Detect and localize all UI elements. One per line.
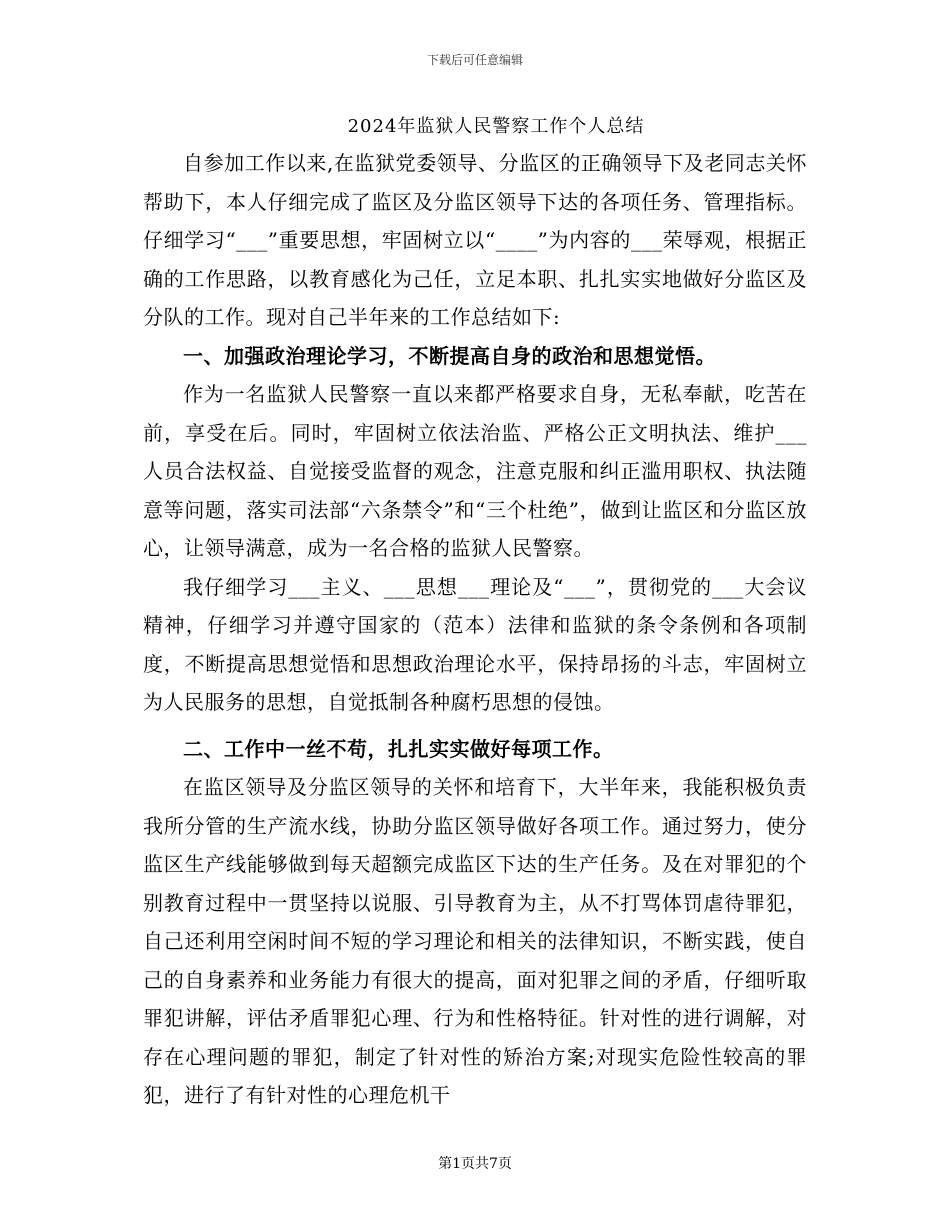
intro-paragraph: 自参加工作以来,在监狱党委领导、分监区的正确领导下及老同志关怀帮助下，本人仔细完成了监区及分监区领导下达的各项任务、管理指标。仔细学习“___”重要思想，牢固树立以“____”为内容的___荣辱观，根据正确的工作思路，以教育感化为己任，立足本职、扎扎实实地做好分监区及分队的工作。现对自己半年来的工作总结如下: [143, 151, 807, 329]
section-2-paragraph-1: 在监区领导及分监区领导的关怀和培育下，大半年来，我能积极负责我所分管的生产流水线，协助分监区领导做好各项工作。通过努力，使分监区生产线能够做到每天超额完成监区下达的生产任务。及在对罪犯的个别教育过程中一贯坚持以说服、引导教育为主，从不打骂体罚虐待罪犯，自己还利用空闲时间不短的学习理论和相关的法律知识，不断实践，使自己的自身素养和业务能力有很大的提高，面对犯罪之间的矛盾，仔细听取罪犯讲解，评估矛盾罪犯心理、行为和性格特征。针对性的进行调解，对存在心理问题的罪犯，制定了针对性的矫治方案;对现实危险性较高的罪犯，进行了有针对性的心理危机干 [143, 775, 807, 1107]
document-body [143, 110, 807, 1115]
document-title: 2024年监狱人民警察工作个人总结 [347, 116, 645, 137]
section-1-heading: 一、加强政治理论学习，不断提高自身的政治和思想觉悟。 [183, 343, 716, 368]
section-1-paragraph-1: 作为一名监狱人民警察一直以来都严格要求自身，无私奉献，吃苦在前，享受在后。同时，牢固树立依法治监、严格公正文明执法、维护___人员合法权益、自觉接受监督的观念，注意克服和纠正滥用职权、执法随意等问题，落实司法部“六条禁令”和“三个杜绝”，做到让监区和分监区放心，让领导满意，成为一名合格的监狱人民警察。 [143, 382, 807, 560]
page-number: 第1页共7页 [438, 1156, 512, 1172]
page-header-note: 下载后可任意编辑 [426, 53, 523, 67]
section-2-heading: 二、工作中一丝不苟，扎扎实实做好每项工作。 [183, 736, 614, 761]
section-1-paragraph-2: 我仔细学习___主义、___思想___理论及“___”，贯彻党的___大会议精神，仔细学习并遵守国家的（范本）法律和监狱的条令条例和各项制度，不断提高思想觉悟和思想政治理论水平，保持昂扬的斗志，牢固树立为人民服务的思想，自觉抵制各种腐朽思想的侵蚀。 [143, 574, 807, 714]
